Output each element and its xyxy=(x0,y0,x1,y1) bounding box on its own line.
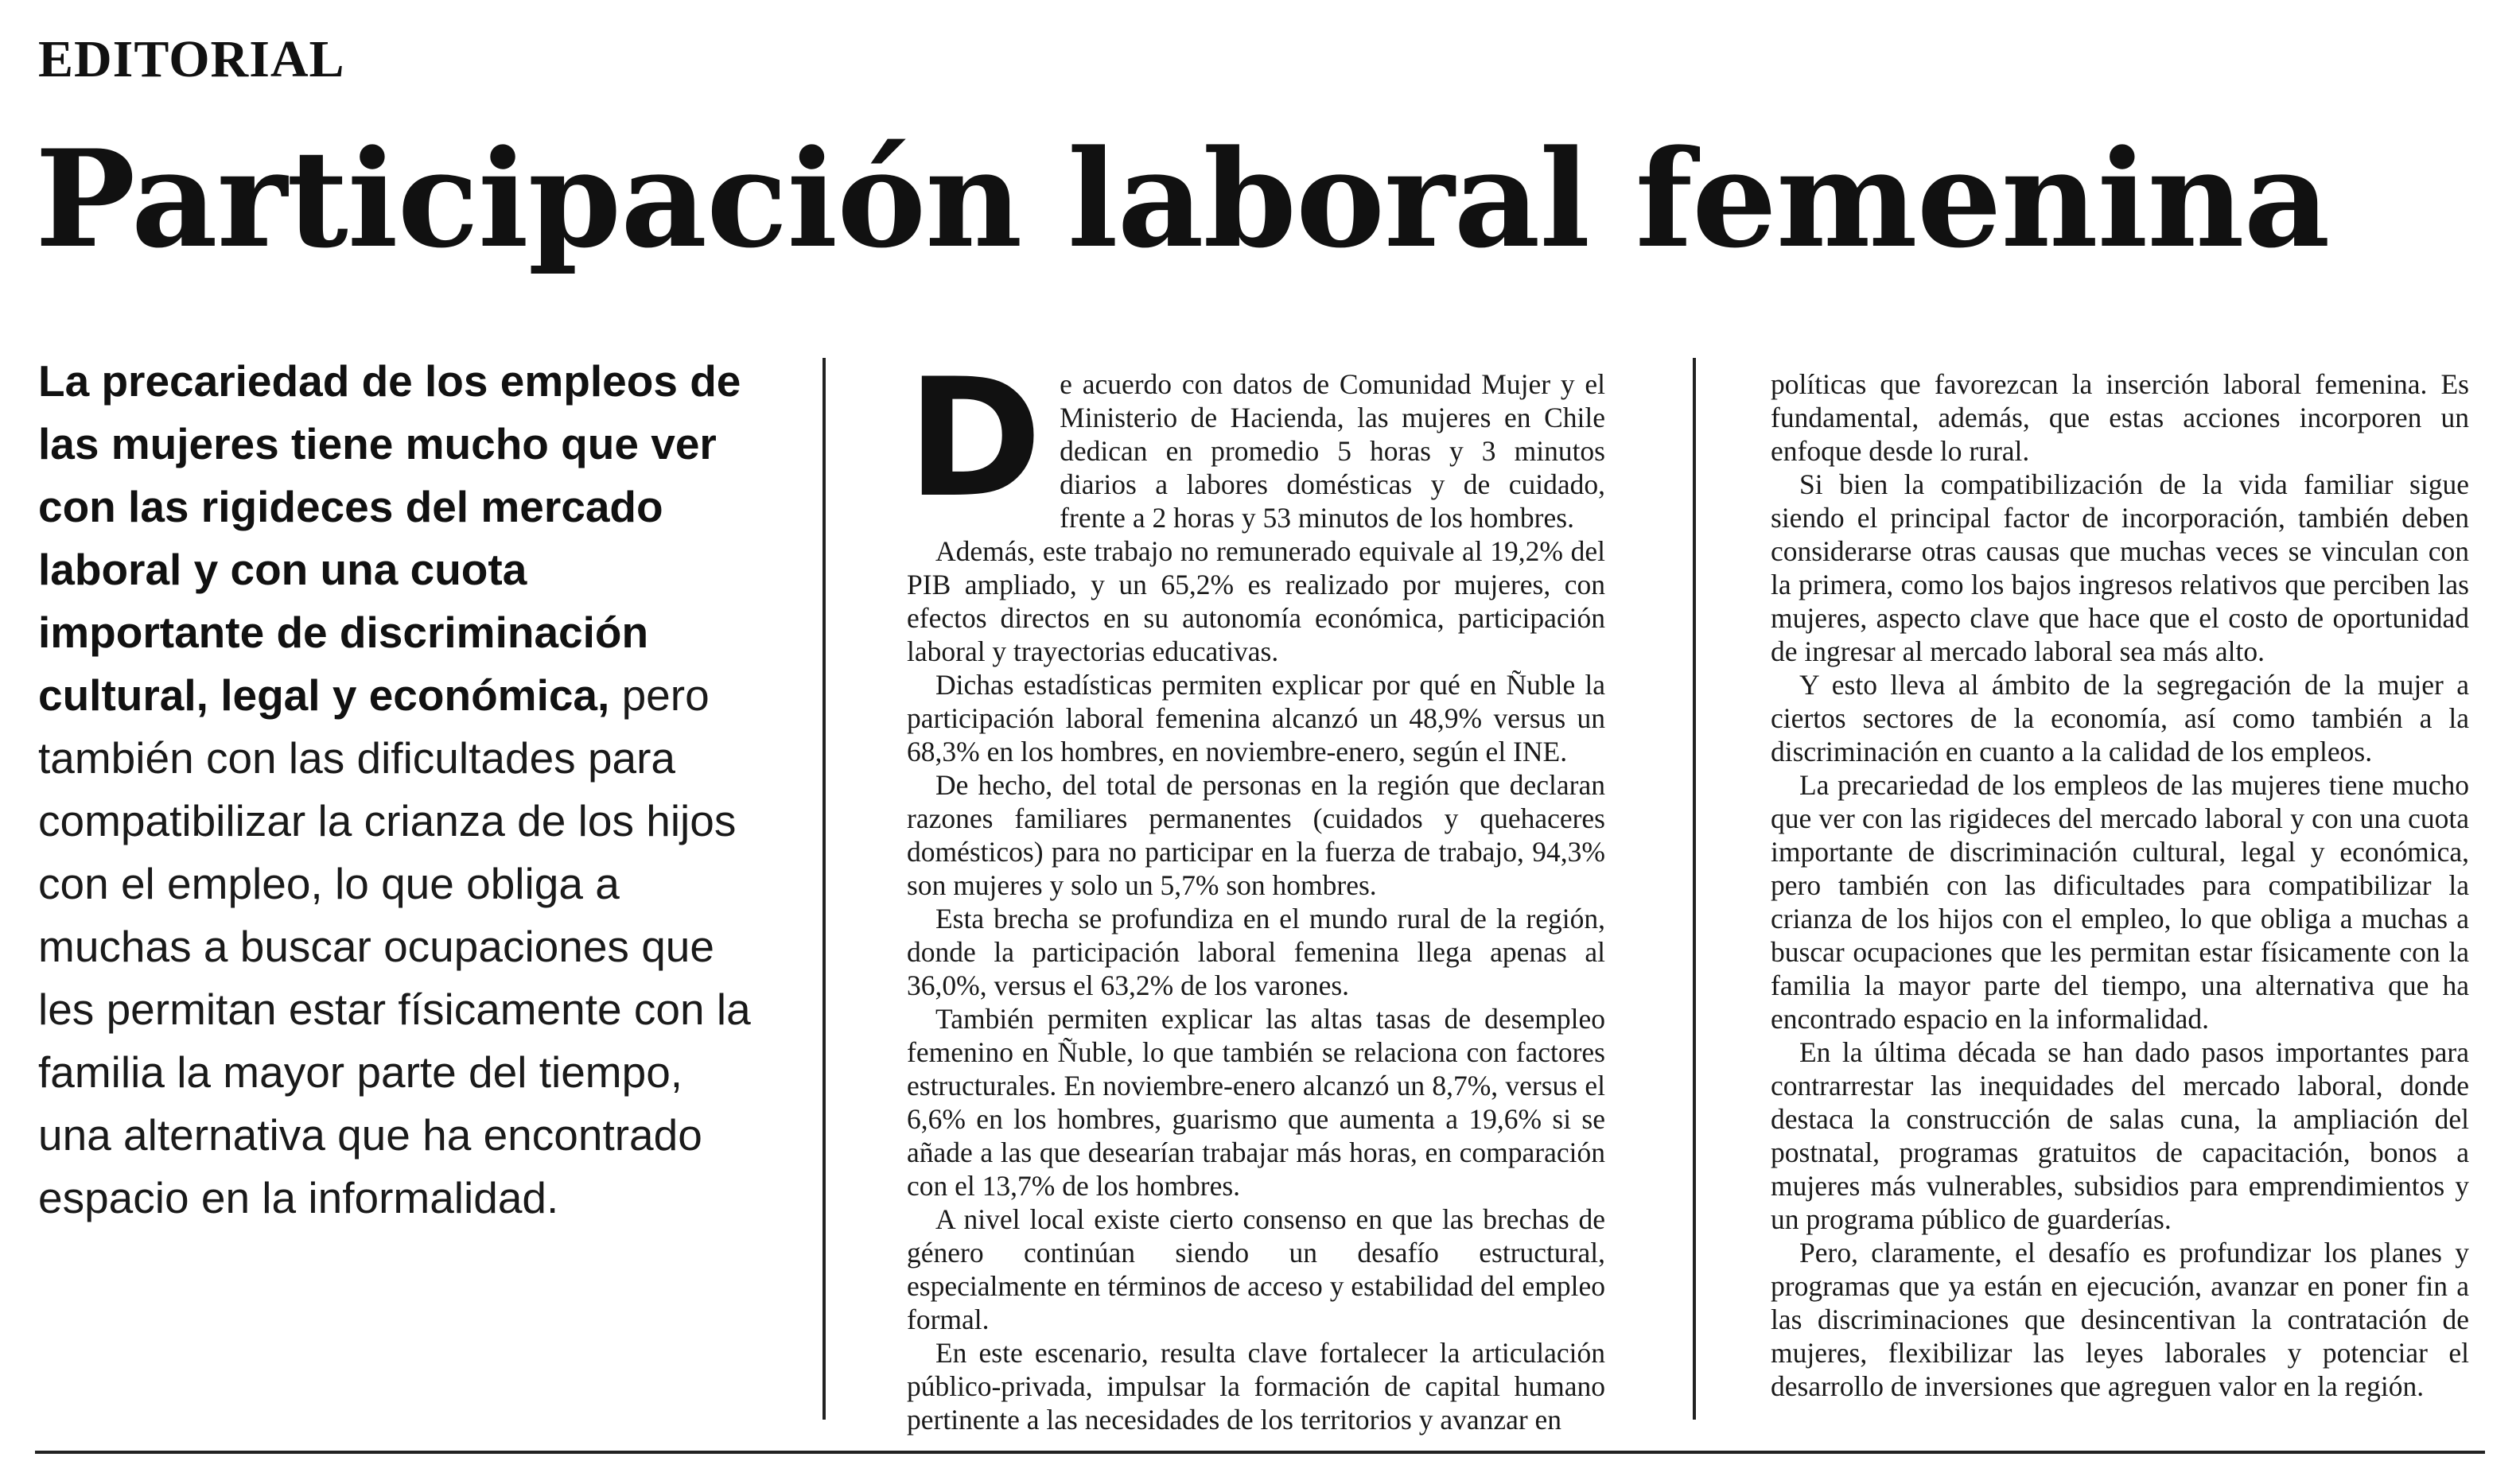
paragraph: De hecho, del total de personas en la región que declaran razones familiares permanentes (cuidados y quehaceres domésticos) para no participar en la fuerza de trabajo, 94,3% son mujeres y solo un 5,7% son hombres. xyxy=(907,769,1605,901)
paragraph: En este escenario, resulta clave fortalecer la articulación público-privada, impulsar la formación de capital humano pertinente a las necesidades de los territorios y avanzar en xyxy=(907,1337,1605,1436)
drop-cap: D xyxy=(907,344,1043,534)
paragraph: La precariedad de los empleos de las mujeres tiene mucho que ver con las rigideces del mercado laboral y con una cuota importante de discriminación cultural, legal y económica, pero también con las dificultades para compatibilizar la crianza de los hijos con el empleo, lo que obliga a muchas a buscar ocupaciones que les permitan estar físicamente con la familia la mayor parte del tiempo, una alternativa que ha encontrado espacio en la informalidad. xyxy=(1771,769,2469,1035)
lead-regular-text: pero también con las dificultades para compatibilizar la crianza de los hijos con el empleo, lo que obliga a muchas a buscar ocupaciones que les permitan estar físicamente con la familia la mayor parte del tiempo, una alternativa que ha encontrado espacio en la informalidad. xyxy=(38,670,751,1222)
paragraph: Si bien la compatibilización de la vida familiar sigue siendo el principal factor de incorporación, también deben considerarse otras causas que muchas veces se vinculan con la primera, como los bajos ingresos relativos que perciben las mujeres, aspecto clave que hace que el costo de oportunidad de ingresar al mercado laboral sea más alto. xyxy=(1771,468,2469,667)
headline: Participación laboral femenina xyxy=(35,120,2330,278)
lead-paragraph xyxy=(38,350,754,1230)
bottom-rule xyxy=(35,1451,2485,1454)
paragraph: Dichas estadísticas permiten explicar por qué en Ñuble la participación laboral femenina alcanzó un 48,9% versus un 68,3% en los hombres, en noviembre-enero, según el INE. xyxy=(907,669,1605,767)
paragraph: e acuerdo con datos de Comunidad Mujer y el Ministerio de Hacienda, las mujeres en Chile dedican en promedio 5 horas y 3 minutos diarios a labores domésticas y de cuidado, frente a 2 horas y 53 minutos de los hombres. xyxy=(1060,368,1605,534)
body-column-2 xyxy=(1771,367,2469,1403)
paragraph: Y esto lleva al ámbito de la segregación de la mujer a ciertos sectores de la economía, así como también a la discriminación en cuanto a la calidad de los empleos. xyxy=(1771,669,2469,767)
paragraph: También permiten explicar las altas tasas de desempleo femenino en Ñuble, lo que también se relaciona con factores estructurales. En noviembre-enero alcanzó un 8,7%, versus el 6,6% en los hombres, guarismo que aumenta a 19,6% si se añade a las que desearían trabajar más horas, en comparación con el 13,7% de los hombres. xyxy=(907,1003,1605,1202)
paragraph: Esta brecha se profundiza en el mundo rural de la región, donde la participación laboral femenina llega apenas al 36,0%, versus el 63,2% de los varones. xyxy=(907,903,1605,1001)
paragraph: En la última década se han dado pasos importantes para contrarrestar las inequidades del mercado laboral, donde destaca la construcción de salas cuna, la ampliación del postnatal, programas gratuitos de capacitación, bonos a mujeres más vulnerables, subsidios para emprendimientos y un programa público de guarderías. xyxy=(1771,1036,2469,1235)
paragraph: A nivel local existe cierto consenso en que las brechas de género continúan siendo un desafío estructural, especialmente en términos de acceso y estabilidad del empleo formal. xyxy=(907,1203,1605,1335)
paragraph: Pero, claramente, el desafío es profundizar los planes y programas que ya están en ejecución, avanzar en poner fin a las discriminaciones que desincentivan la contratación de mujeres, flexibilizar las leyes laborales y potenciar el desarrollo de inversiones que agreguen valor en la región. xyxy=(1771,1237,2469,1402)
paragraph: Además, este trabajo no remunerado equivale al 19,2% del PIB ampliado, y un 65,2% es realizado por mujeres, con efectos directos en su autonomía económica, participación laboral y trayectorias educativas. xyxy=(907,535,1605,667)
lead-bold-text: La precariedad de los empleos de las mujeres tiene mucho que ver con las rigideces del mercado laboral y con una cuota importante de discriminación cultural, legal y económica, xyxy=(38,356,741,720)
body-column-1 xyxy=(907,344,1605,1436)
column-divider-2 xyxy=(1693,358,1696,1420)
section-label: EDITORIAL xyxy=(38,30,345,88)
column-divider-1 xyxy=(822,358,826,1420)
paragraph: políticas que favorezcan la inserción laboral femenina. Es fundamental, además, que estas acciones incorporen un enfoque desde lo rural. xyxy=(1771,368,2469,467)
